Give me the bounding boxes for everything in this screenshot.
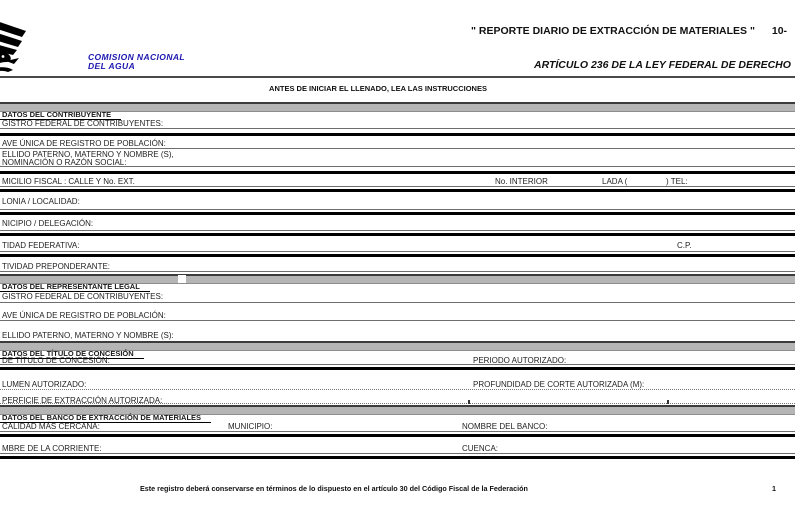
section-title-banco: DATOS DEL BANCO DE EXTRACCIÓN DE MATERIALES (0, 414, 211, 423)
row-separator (0, 189, 795, 192)
section-title-representante: DATOS DEL REPRESENTANTE LEGAL (0, 283, 150, 292)
section-bar-contribuyente (0, 102, 795, 119)
contribuyente-nombre-label-2: NOMINACIÓN O RAZÓN SOCIAL: (2, 158, 127, 167)
concesion-superficie-label: PERFICIE DE EXTRACCIÓN AUTORIZADA: (2, 396, 163, 405)
page-number: 1 (772, 484, 776, 493)
row-separator (0, 212, 795, 215)
header-rule (0, 76, 795, 78)
form-title-text: " REPORTE DIARIO DE EXTRACCIÓN DE MATERIALES " (471, 25, 755, 37)
contribuyente-no-interior-label: No. INTERIOR (495, 177, 548, 186)
concesion-volumen-fill-line[interactable] (0, 389, 795, 390)
section-bar-banco (0, 405, 795, 422)
contribuyente-actividad-fill-line[interactable] (0, 271, 795, 272)
footer-note: Este registro deberá conservarse en términos de lo dispuesto en el artículo 30 del Código Fiscal de la Federación (140, 484, 528, 493)
row-separator (0, 434, 795, 437)
concesion-titulo-label: DE TÍTULO DE CONCESIÓN: (2, 356, 110, 365)
contribuyente-domicilio-label: MICILIO FISCAL : CALLE Y No. EXT. (2, 177, 135, 186)
banco-localidad-fill-line[interactable] (0, 431, 795, 432)
contribuyente-municipio-label: NICIPIO / DELEGACIÓN: (2, 219, 94, 228)
contribuyente-nombre-label-1: ELLIDO PATERNO, MATERNO Y NOMBRE (S), (2, 150, 174, 159)
concesion-titulo-fill-line[interactable] (0, 364, 795, 365)
contribuyente-cp-label: C.P. (677, 241, 692, 250)
contribuyente-tel-label: ) TEL: (666, 177, 688, 186)
row-separator (0, 233, 795, 236)
contribuyente-colonia-fill-line[interactable] (0, 209, 795, 210)
banco-corriente-fill-line[interactable] (0, 453, 795, 454)
representante-nombre-label: ELLIDO PATERNO, MATERNO Y NOMBRE (S): (2, 331, 174, 340)
concesion-profundidad-label: PROFUNDIDAD DE CORTE AUTORIZADA (M): (473, 380, 645, 389)
concesion-volumen-label: LUMEN AUTORIZADO: (2, 380, 87, 389)
instruction-line: ANTES DE INICIAR EL LLENADO, LEA LAS INSTRUCCIONES (269, 84, 487, 93)
concesion-periodo-label: PERIODO AUTORIZADO: (473, 356, 567, 365)
tick-mark (667, 400, 669, 404)
agency-line1: COMISION NACIONAL (88, 52, 185, 62)
representante-curp-fill-line[interactable] (0, 320, 795, 321)
contribuyente-domicilio-fill-line[interactable] (0, 186, 795, 187)
row-separator (0, 171, 795, 174)
banco-municipio-label: MUNICIPIO: (228, 422, 273, 431)
banco-cuenca-label: CUENCA: (462, 444, 499, 453)
tick-mark (468, 400, 470, 404)
contribuyente-entidad-label: TIDAD FEDERATIVA: (2, 241, 80, 250)
row-separator (0, 456, 795, 459)
contribuyente-actividad-label: TIVIDAD PREPONDERANTE: (2, 262, 111, 271)
form-title (471, 25, 787, 37)
section-title-concesion: DATOS DEL TÍTULO DE CONCESIÓN (0, 350, 144, 359)
agency-name (88, 53, 185, 70)
agency-line2: DEL AGUA (88, 60, 136, 71)
bar-white-notch (178, 275, 186, 283)
contribuyente-curp-fill-line[interactable] (0, 148, 795, 149)
contribuyente-municipio-fill-line[interactable] (0, 230, 795, 231)
contribuyente-lada-label: LADA ( (602, 177, 628, 186)
contribuyente-rfc-fill-line[interactable] (0, 128, 795, 129)
representante-rfc-fill-line[interactable] (0, 302, 795, 303)
row-separator (0, 367, 795, 370)
section-title-contribuyente: DATOS DEL CONTRIBUYENTE (0, 111, 121, 120)
representante-rfc-label: GISTRO FEDERAL DE CONTRIBUYENTES: (2, 292, 164, 301)
form-subtitle: ARTÍCULO 236 DE LA LEY FEDERAL DE DERECHO (534, 59, 791, 71)
conagua-eagle-logo (0, 18, 58, 76)
section-bar-representante (0, 274, 795, 291)
banco-localidad-label: CALIDAD MÁS CERCANA: (2, 422, 100, 431)
section-bar-concesion (0, 341, 795, 358)
contribuyente-colonia-label: LONIA / LOCALIDAD: (2, 197, 80, 206)
concesion-superficie-fill-line[interactable] (0, 403, 795, 404)
representante-curp-label: AVE ÚNICA DE REGISTRO DE POBLACIÓN: (2, 311, 166, 320)
form-number: 10- (771, 25, 788, 37)
banco-nombre-banco-label: NOMBRE DEL BANCO: (462, 422, 548, 431)
contribuyente-nombre-fill-line[interactable] (0, 166, 795, 167)
contribuyente-curp-label: AVE ÚNICA DE REGISTRO DE POBLACIÓN: (2, 139, 166, 148)
row-separator (0, 133, 795, 136)
contribuyente-entidad-fill-line[interactable] (0, 251, 795, 252)
banco-corriente-label: MBRE DE LA CORRIENTE: (2, 444, 102, 453)
contribuyente-rfc-label: GISTRO FEDERAL DE CONTRIBUYENTES: (2, 119, 164, 128)
row-separator (0, 254, 795, 257)
